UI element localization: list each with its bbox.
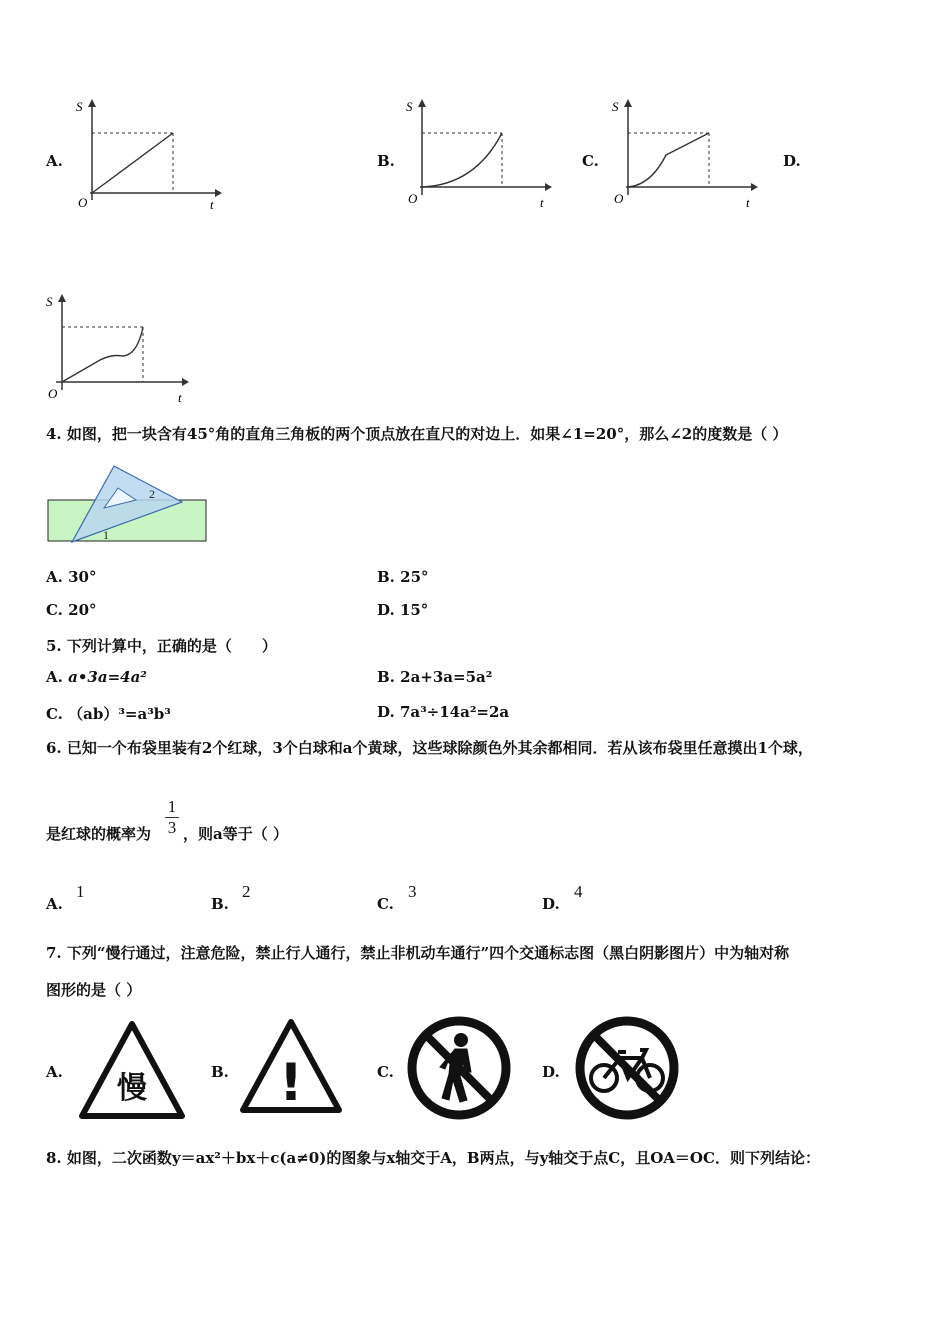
q7-sign-no-pedestrian [405,1014,513,1122]
q7-stem-line1: 7. 下列“慢行通过，注意危险，禁止行人通行，禁止非机动车通行”四个交通标志图（黑白阴影图片）中为轴对称 [46,944,790,962]
q4-option-c: C. 20° [46,601,97,619]
q6-option-a-value: 1 [76,882,85,901]
y-axis-label: S [612,99,619,114]
q6-option-d-label: D. [542,895,560,913]
q3-option-d-label: D. [783,152,801,170]
x-axis-label: t [540,195,544,210]
q6-stem-line1: 6. 已知一个布袋里装有2个红球，3个白球和a个黄球，这些球除颜色外其余都相同．若从该布袋里任意摸出1个球， [46,739,813,757]
origin-label: O [614,191,624,206]
origin-label: O [78,195,88,210]
origin-label: O [408,191,418,206]
fraction-denominator: 3 [167,818,177,837]
q5-option-c: C. （ab）³=a³b³ [46,705,171,723]
q6-option-b-label: B. [211,895,229,913]
q4-figure [46,462,211,546]
origin-label: O [48,386,58,401]
x-axis-label: t [210,197,214,210]
q7-option-c-label: C. [377,1063,394,1081]
q7-sign-no-bicycle [572,1014,682,1122]
q3-option-c-label: C. [582,152,599,170]
q5-option-b: B. 2a+3a=5a² [377,668,493,686]
angle-1-label: 1 [103,528,109,542]
q3-graph-c [606,95,766,210]
q4-option-a: A. 30° [46,568,97,586]
q7-sign-slow [78,1020,186,1120]
q6-stem-suffix: ，则a等于（ ） [183,825,288,843]
q3-graph-d [42,290,202,405]
q7-option-a-label: A. [46,1063,63,1081]
q8-stem: 8. 如图，二次函数y＝ax²＋bx＋c(a≠0)的图象与x轴交于A，B两点，与y轴交于点C，且OA＝OC．则下列结论： [46,1149,820,1167]
q7-option-d-label: D. [542,1063,560,1081]
q6-option-c-value: 3 [408,882,417,901]
q6-option-a-label: A. [46,895,63,913]
q6-option-c-label: C. [377,895,394,913]
x-axis-label: t [178,390,182,405]
q7-sign-danger [237,1016,345,1116]
x-axis-label: t [746,195,750,210]
y-axis-label: S [76,99,83,114]
q3-option-a-label: A. [46,152,63,170]
q5-stem: 5. 下列计算中，正确的是（ ） [46,637,277,655]
q6-fraction [164,798,180,837]
q3-graph-b [400,95,560,210]
y-axis-label: S [406,99,413,114]
slow-character: 慢 [117,1071,147,1106]
q6-stem-prefix: 是红球的概率为 [46,825,152,843]
q5-option-d: D. 7a³÷14a²=2a [377,703,510,721]
fraction-numerator: 1 [167,797,177,816]
q6-option-d-value: 4 [574,882,583,901]
q4-option-b: B. 25° [377,568,429,586]
q7-stem-line2: 图形的是（ ） [46,981,142,999]
q7-option-b-label: B. [211,1063,229,1081]
angle-2-label: 2 [149,487,155,501]
q4-option-d: D. 15° [377,601,429,619]
exclamation-icon: ! [279,1053,303,1113]
q6-option-b-value: 2 [242,882,251,901]
q4-stem: 4. 如图，把一块含有45°角的直角三角板的两个顶点放在直尺的对边上．如果∠1=20°，那么∠2的度数是（ ） [46,425,788,443]
y-axis-label: S [46,294,53,309]
q3-graph-a [70,95,230,210]
q5-option-a: A. a•3a=4a² [46,668,147,686]
q3-option-b-label: B. [377,152,395,170]
